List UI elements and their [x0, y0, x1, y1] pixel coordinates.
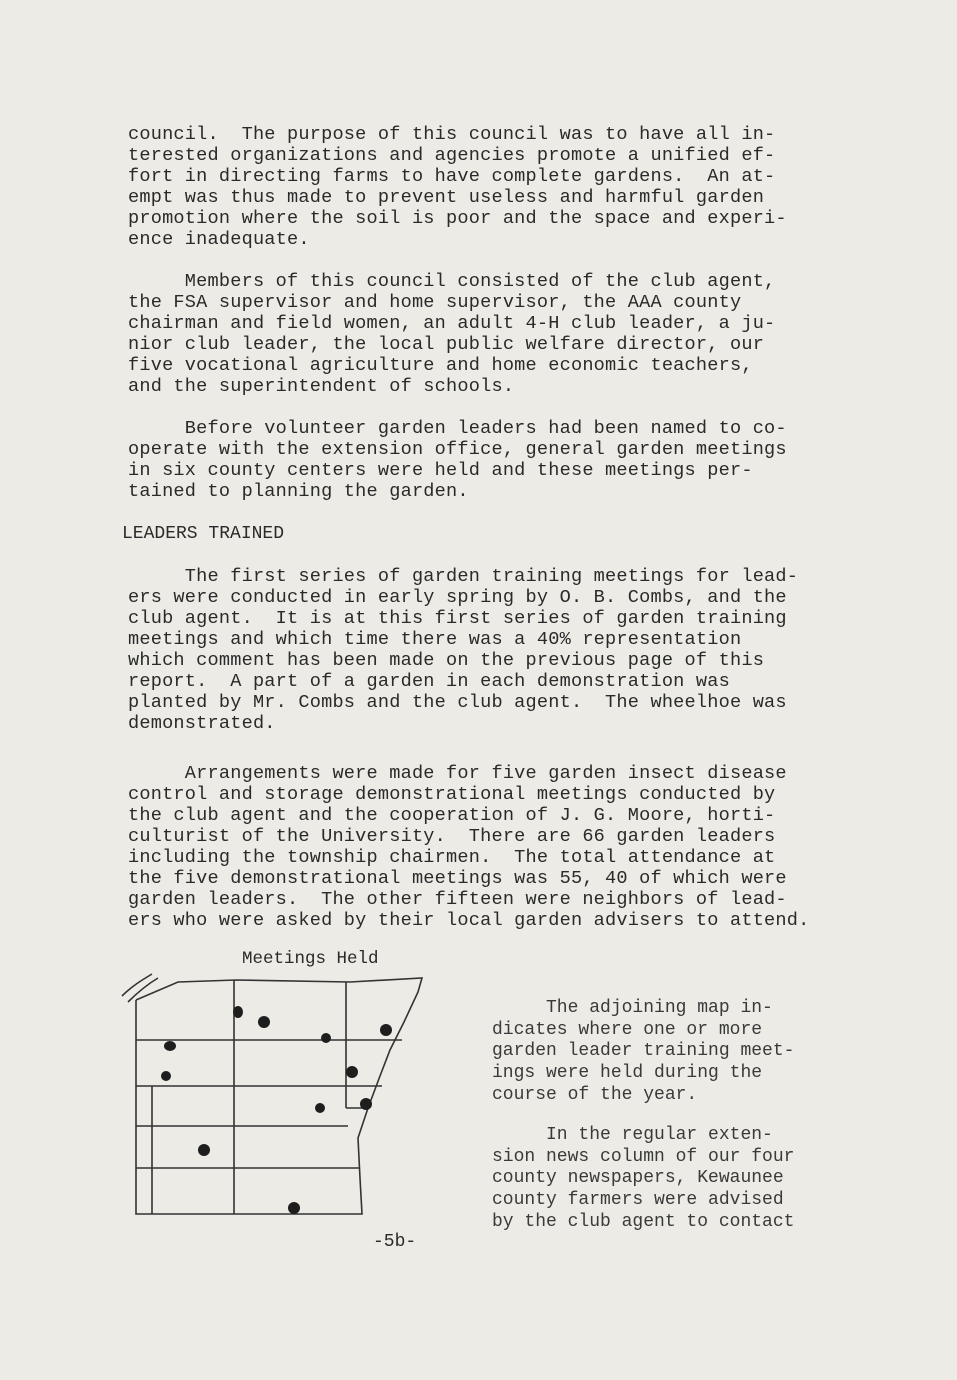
- text-line: terested organizations and agencies promote a unified ef-: [128, 145, 776, 166]
- meeting-dot: [233, 1006, 243, 1018]
- meeting-dot: [321, 1033, 331, 1043]
- text-line: meetings and which time there was a 40% representation: [128, 629, 742, 650]
- text-line: the FSA supervisor and home supervisor, the AAA county: [128, 292, 742, 313]
- text-line: nior club leader, the local public welfare director, our: [128, 334, 765, 355]
- text-line: Members of this council consisted of the club agent,: [128, 271, 776, 292]
- text-line: Before volunteer garden leaders had been named to co-: [128, 418, 787, 439]
- text-line: culturist of the University. There are 66 garden leaders: [128, 826, 776, 847]
- meeting-dot: [164, 1041, 176, 1051]
- paragraph-council-members: [128, 271, 868, 397]
- text-line: In the regular exten-: [492, 1125, 773, 1145]
- meeting-dot: [198, 1144, 210, 1156]
- text-line: which comment has been made on the previous page of this: [128, 650, 765, 671]
- text-line: including the township chairmen. The total attendance at: [128, 847, 776, 868]
- map-outline: [136, 978, 422, 1214]
- text-line: sion news column of our four: [492, 1146, 795, 1167]
- text-line: ence inadequate.: [128, 229, 310, 250]
- paragraph-news-column: [492, 1125, 872, 1234]
- text-line: by the club agent to contact: [492, 1211, 795, 1232]
- meeting-dot: [360, 1098, 372, 1110]
- text-line: The adjoining map in-: [492, 998, 773, 1018]
- meeting-dot: [346, 1066, 358, 1078]
- meeting-dot: [161, 1071, 171, 1081]
- map-caption: Meetings Held: [242, 949, 379, 969]
- text-line: garden leaders. The other fifteen were neighbors of lead-: [128, 889, 787, 910]
- text-line: fort in directing farms to have complete gardens. An at-: [128, 166, 776, 187]
- text-line: course of the year.: [492, 1084, 698, 1105]
- page-number: -5b-: [373, 1232, 417, 1252]
- text-line: county newspapers, Kewaunee: [492, 1168, 784, 1189]
- text-line: dicates where one or more: [492, 1019, 763, 1040]
- paragraph-first-series: [128, 566, 868, 734]
- paragraph-council-purpose: [128, 124, 868, 250]
- text-line: The first series of garden training meetings for lead-: [128, 566, 799, 587]
- text-line: Arrangements were made for five garden insect disease: [128, 763, 787, 784]
- section-heading: LEADERS TRAINED: [122, 524, 285, 544]
- text-line: the five demonstrational meetings was 55, 40 of which were: [128, 868, 787, 889]
- text-line: garden leader training meet-: [492, 1041, 795, 1062]
- text-line: demonstrated.: [128, 713, 276, 734]
- meeting-dot: [315, 1103, 325, 1113]
- text-line: promotion where the soil is poor and the space and experi-: [128, 208, 787, 229]
- text-line: ings were held during the: [492, 1063, 763, 1084]
- text-line: county farmers were advised: [492, 1190, 784, 1211]
- text-line: the club agent and the cooperation of J. G. Moore, horti-: [128, 805, 776, 826]
- meeting-dot: [258, 1016, 270, 1028]
- text-line: five vocational agriculture and home economic teachers,: [128, 355, 753, 376]
- text-line: and the superintendent of schools.: [128, 376, 515, 397]
- meeting-dot: [288, 1202, 300, 1214]
- meeting-dot: [380, 1024, 392, 1036]
- text-line: control and storage demonstrational meetings conducted by: [128, 784, 776, 805]
- county-meetings-map: [118, 968, 430, 1222]
- text-line: chairman and field women, an adult 4-H club leader, a ju-: [128, 313, 776, 334]
- text-line: ers were conducted in early spring by O. B. Combs, and the: [128, 587, 787, 608]
- text-line: club agent. It is at this first series of garden training: [128, 608, 787, 629]
- paragraph-map-description: [492, 998, 872, 1107]
- text-line: report. A part of a garden in each demonstration was: [128, 671, 730, 692]
- text-line: in six county centers were held and these meetings per-: [128, 460, 753, 481]
- text-line: tained to planning the garden.: [128, 481, 469, 502]
- text-line: planted by Mr. Combs and the club agent. The wheelhoe was: [128, 692, 787, 713]
- paragraph-general-meetings: [128, 418, 868, 502]
- paragraph-arrangements: [128, 763, 868, 931]
- text-line: operate with the extension office, general garden meetings: [128, 439, 787, 460]
- text-line: empt was thus made to prevent useless and harmful garden: [128, 187, 765, 208]
- text-line: council. The purpose of this council was to have all in-: [128, 124, 776, 145]
- text-line: ers who were asked by their local garden advisers to attend.: [128, 910, 810, 931]
